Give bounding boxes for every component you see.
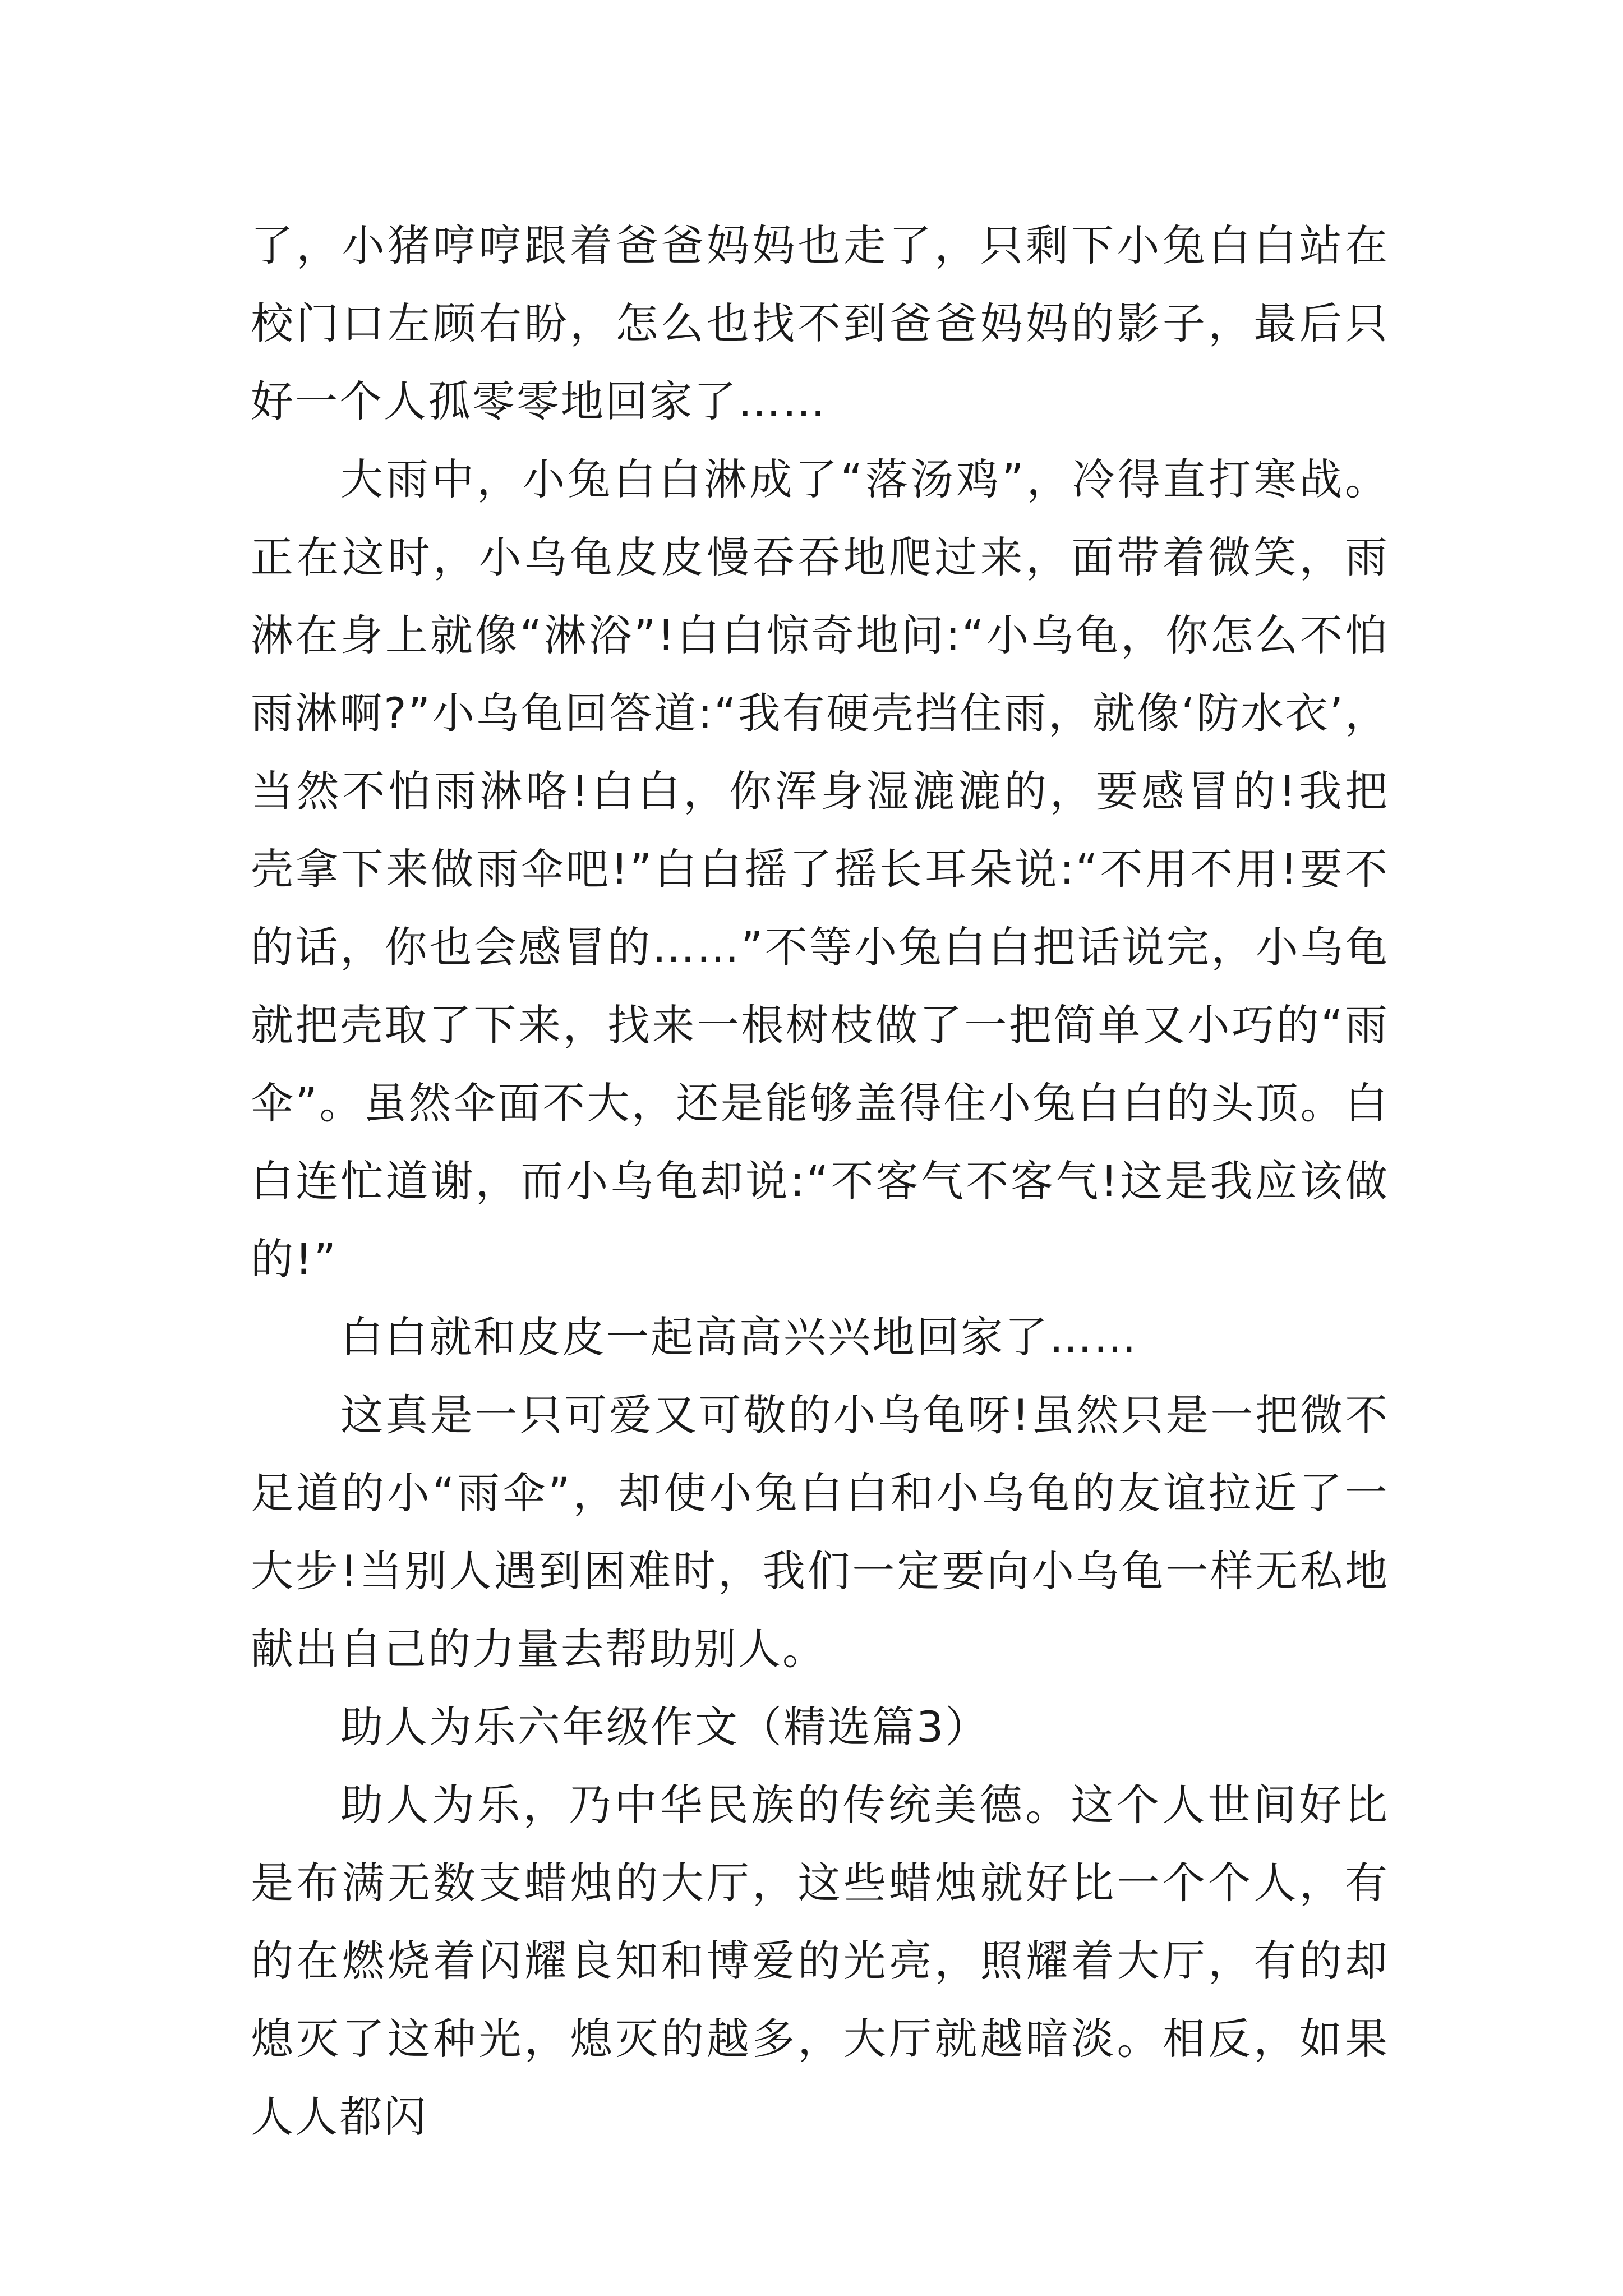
paragraph-4: 这真是一只可爱又可敬的小乌龟呀!虽然只是一把微不足道的小“雨伞”，却使小兔白白和小乌龟的友谊拉近了一大步!当别人遇到困难时，我们一定要向小乌龟一样无私地献出自己的力量去帮助别人。 bbox=[251, 1390, 1389, 1674]
paragraph-3: 白白就和皮皮一起高高兴兴地回家了…… bbox=[340, 1312, 1138, 1362]
paragraph-5: 助人为乐，乃中华民族的传统美德。这个人世间好比是布满无数支蜡烛的大厅，这些蜡烛就好比一个个人，有的在燃烧着闪耀良知和博爱的光亮，照耀着大厅，有的却熄灭了这种光，熄灭的越多，大厅就越暗淡。相反，如果人人都闪 bbox=[251, 1780, 1389, 2142]
body-text bbox=[251, 206, 1389, 2156]
paragraph-2: 大雨中，小兔白白淋成了“落汤鸡”，冷得直打寒战。正在这时，小乌龟皮皮慢吞吞地爬过来，面带着微笑，雨淋在身上就像“淋浴”!白白惊奇地问:“小乌龟，你怎么不怕雨淋啊?”小乌龟回答道:“我有硬壳挡住雨，就像‘防水衣’，当然不怕雨淋咯!白白，你浑身湿漉漉的，要感冒的!我把壳拿下来做雨伞吧!”白白摇了摇长耳朵说:“不用不用!要不的话，你也会感冒的……”不等小兔白白把话说完，小乌龟就把壳取了下来，找来一根树枝做了一把简单又小巧的“雨伞”。虽然伞面不大，还是能够盖得住小兔白白的头顶。白白连忙道谢，而小乌龟却说:“不客气不客气!这是我应该做的!” bbox=[251, 454, 1389, 1284]
section-heading: 助人为乐六年级作文（精选篇3） bbox=[340, 1702, 990, 1752]
paragraph-1: 了，小猪哼哼跟着爸爸妈妈也走了，只剩下小兔白白站在校门口左顾右盼，怎么也找不到爸爸妈妈的影子，最后只好一个人孤零零地回家了…… bbox=[251, 220, 1389, 426]
